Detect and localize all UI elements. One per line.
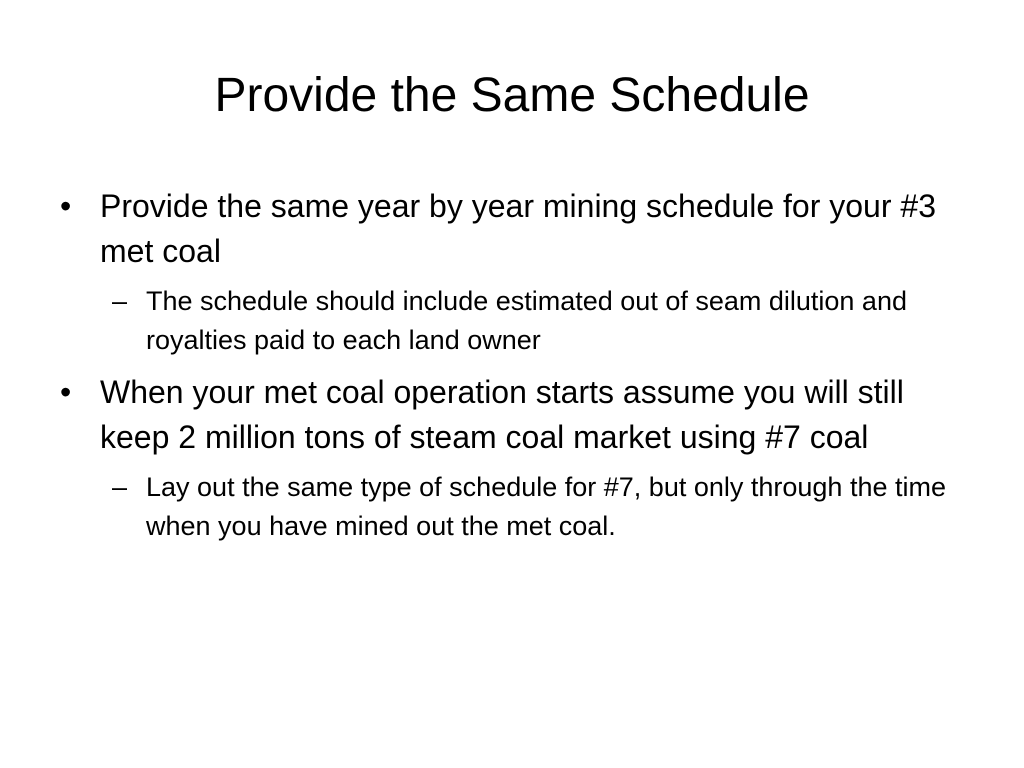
bullet-item — [56, 184, 976, 274]
sub-bullet-item — [112, 282, 976, 360]
bullet-text: When your met coal operation starts assume you will still keep 2 million tons of steam coal market using #7 coal — [100, 374, 904, 455]
sub-bullet-text: Lay out the same type of schedule for #7, but only through the time when you have mined out the met coal. — [146, 472, 946, 541]
slide-content — [56, 184, 976, 556]
dash-marker: – — [112, 286, 128, 316]
bullet-marker: • — [60, 188, 72, 224]
dash-marker: – — [112, 472, 128, 502]
sub-bullet-item — [112, 468, 976, 546]
bullet-item — [56, 370, 976, 460]
bullet-marker: • — [60, 374, 72, 410]
slide-title: Provide the Same Schedule — [214, 69, 810, 122]
sub-bullet-text: The schedule should include estimated out of seam dilution and royalties paid to each land owner — [146, 286, 907, 355]
bullet-text: Provide the same year by year mining schedule for your #3 met coal — [100, 188, 936, 269]
